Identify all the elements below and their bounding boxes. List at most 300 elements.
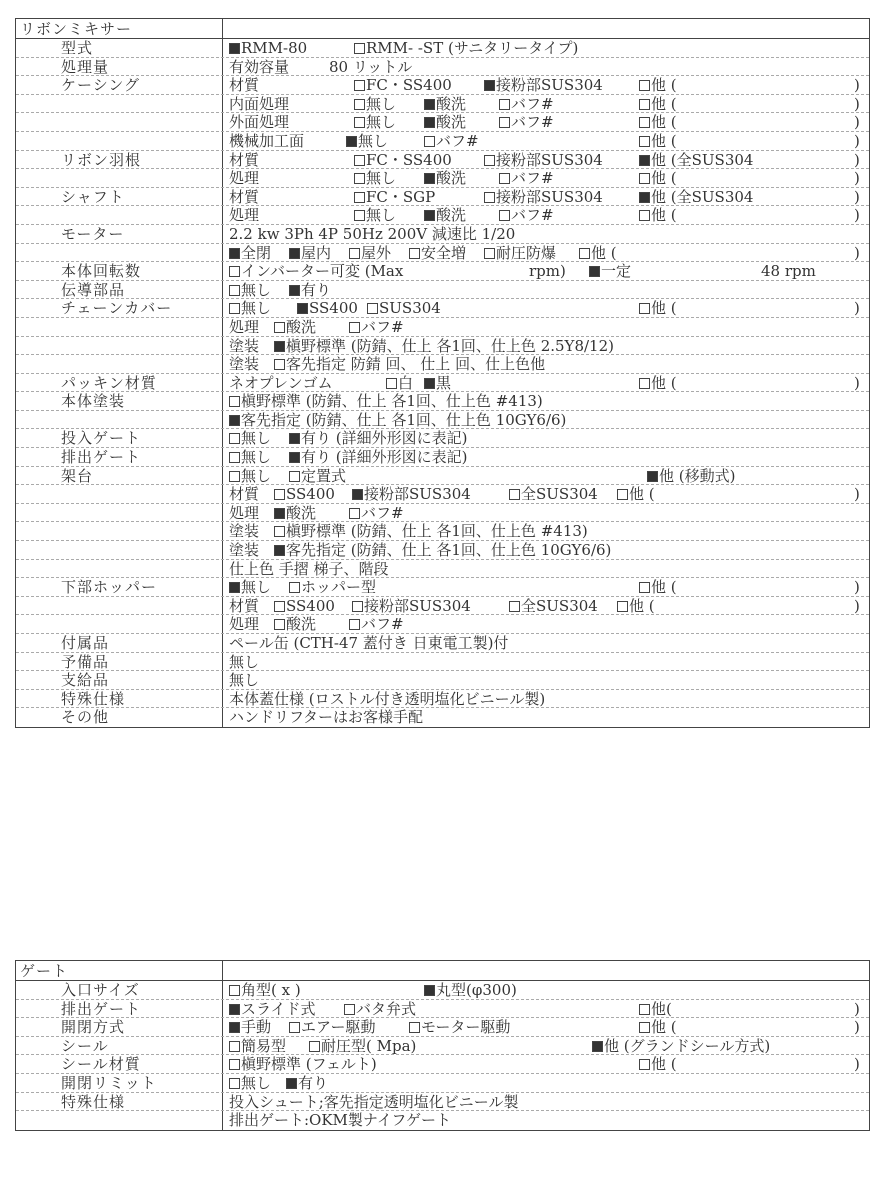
spec-option[interactable] xyxy=(274,615,316,633)
spec-option[interactable] xyxy=(484,76,603,94)
spec-label xyxy=(16,504,223,522)
spec-option xyxy=(854,151,860,169)
spec-option[interactable] xyxy=(639,1055,677,1073)
spec-option xyxy=(229,206,259,224)
spec-row xyxy=(16,653,869,672)
spec-option[interactable] xyxy=(484,244,556,262)
checkbox-unchecked-icon[interactable] xyxy=(354,173,365,184)
spec-option[interactable] xyxy=(579,244,617,262)
spec-value xyxy=(223,76,869,94)
spec-option[interactable] xyxy=(229,392,543,410)
checkbox-checked-icon[interactable] xyxy=(297,303,308,314)
option-text: ) xyxy=(854,485,860,503)
spec-label: 本体塗装 xyxy=(16,392,223,410)
spec-option[interactable] xyxy=(274,522,588,540)
option-text: 定置式 xyxy=(301,466,347,485)
option-text: ) xyxy=(854,187,860,206)
spec-option[interactable] xyxy=(229,578,271,596)
spec-value xyxy=(223,708,869,727)
spec-option[interactable] xyxy=(367,299,441,317)
spec-label xyxy=(16,1111,223,1130)
option-text: 他 (全SUS304 xyxy=(651,187,754,206)
option-text: 無し xyxy=(241,299,272,317)
checkbox-unchecked-icon[interactable] xyxy=(309,1041,320,1052)
spec-row xyxy=(16,1111,869,1130)
spec-option[interactable] xyxy=(354,206,396,224)
checkbox-unchecked-icon[interactable] xyxy=(229,471,240,482)
spec-option[interactable] xyxy=(229,981,301,999)
option-text: FC・SS400 xyxy=(366,150,452,169)
option-text: 処理 xyxy=(229,169,260,187)
option-text: ) xyxy=(854,373,860,392)
spec-label xyxy=(16,318,223,336)
checkbox-unchecked-icon[interactable] xyxy=(229,1059,240,1070)
checkbox-unchecked-icon[interactable] xyxy=(354,117,365,128)
spec-option[interactable] xyxy=(289,467,346,485)
checkbox-unchecked-icon[interactable] xyxy=(484,248,495,259)
spec-option[interactable] xyxy=(274,337,614,355)
checkbox-unchecked-icon[interactable] xyxy=(229,285,240,296)
spec-option[interactable] xyxy=(509,485,598,503)
option-text: 無し xyxy=(358,131,389,150)
spec-value xyxy=(223,39,869,57)
spec-option[interactable] xyxy=(274,597,335,615)
spec-label xyxy=(16,169,223,187)
option-text: ) xyxy=(854,76,860,94)
spec-option[interactable] xyxy=(409,1018,510,1036)
spec-label: シール材質 xyxy=(16,1055,223,1073)
spec-option[interactable] xyxy=(354,188,435,206)
spec-option[interactable] xyxy=(229,262,403,280)
spec-option[interactable] xyxy=(386,374,413,392)
spec-option[interactable] xyxy=(639,1018,677,1036)
spec-row xyxy=(16,981,869,1000)
checkbox-unchecked-icon[interactable] xyxy=(639,136,650,147)
checkbox-unchecked-icon[interactable] xyxy=(409,248,420,259)
spec-option[interactable] xyxy=(286,1074,328,1092)
option-text: 屋外 xyxy=(361,243,392,262)
option-text: 塗装 xyxy=(229,541,260,559)
spec-label: 排出ゲート xyxy=(16,1000,223,1018)
option-text: 全SUS304 xyxy=(521,485,598,503)
option-text: 塗装 xyxy=(229,336,260,355)
spec-option[interactable] xyxy=(229,448,271,466)
spec-option xyxy=(229,541,259,559)
spec-option[interactable] xyxy=(639,169,677,187)
option-text: 安全増 xyxy=(421,243,467,262)
checkbox-unchecked-icon[interactable] xyxy=(617,489,628,500)
spec-label: チェーンカバー xyxy=(16,299,223,317)
checkbox-checked-icon[interactable] xyxy=(424,210,435,221)
spec-row xyxy=(16,1000,869,1019)
spec-option[interactable] xyxy=(484,151,603,169)
spec-option[interactable] xyxy=(354,169,396,187)
spec-row xyxy=(16,522,869,541)
spec-option[interactable] xyxy=(424,169,466,187)
spec-label: シール xyxy=(16,1037,223,1055)
spec-value xyxy=(223,485,869,503)
checkbox-unchecked-icon[interactable] xyxy=(274,601,285,612)
option-text: ) xyxy=(854,999,860,1018)
spec-option[interactable] xyxy=(409,244,466,262)
checkbox-unchecked-icon[interactable] xyxy=(274,322,285,333)
spec-row xyxy=(16,39,869,58)
checkbox-checked-icon[interactable] xyxy=(289,433,300,444)
checkbox-unchecked-icon[interactable] xyxy=(424,136,435,147)
spec-row xyxy=(16,634,869,653)
spec-value xyxy=(223,299,869,317)
option-text: 他 ( xyxy=(629,485,655,503)
checkbox-unchecked-icon[interactable] xyxy=(274,359,285,370)
checkbox-checked-icon[interactable] xyxy=(592,1041,603,1052)
checkbox-unchecked-icon[interactable] xyxy=(354,99,365,110)
option-text: バフ# xyxy=(511,94,554,113)
spec-option[interactable] xyxy=(309,1037,416,1055)
spec-option[interactable] xyxy=(617,485,655,503)
checkbox-unchecked-icon[interactable] xyxy=(349,322,360,333)
spec-option[interactable] xyxy=(349,615,404,633)
checkbox-checked-icon[interactable] xyxy=(647,471,658,482)
spec-row xyxy=(16,132,869,151)
spec-row xyxy=(16,1018,869,1037)
checkbox-unchecked-icon[interactable] xyxy=(409,1022,420,1033)
checkbox-unchecked-icon[interactable] xyxy=(229,433,240,444)
spec-option xyxy=(229,504,259,522)
spec-option[interactable] xyxy=(424,113,466,131)
checkbox-unchecked-icon[interactable] xyxy=(579,248,590,259)
spec-option[interactable] xyxy=(639,374,677,392)
spec-option[interactable] xyxy=(424,374,451,392)
spec-value xyxy=(223,1018,869,1036)
spec-label: シャフト xyxy=(16,188,223,206)
option-text: 80 リットル xyxy=(329,57,413,76)
spec-option[interactable] xyxy=(424,206,466,224)
checkbox-checked-icon[interactable] xyxy=(346,136,357,147)
checkbox-checked-icon[interactable] xyxy=(289,248,300,259)
checkbox-unchecked-icon[interactable] xyxy=(289,1022,300,1033)
checkbox-unchecked-icon[interactable] xyxy=(352,601,363,612)
spec-option[interactable] xyxy=(647,467,735,485)
option-text: 丸型(φ300) xyxy=(436,981,517,999)
spec-option[interactable] xyxy=(229,39,307,57)
option-text: 無し xyxy=(241,448,272,466)
option-text: エアー駆動 xyxy=(301,1018,376,1036)
option-text: ) xyxy=(854,1055,860,1073)
checkbox-unchecked-icon[interactable] xyxy=(289,582,300,593)
spec-option[interactable] xyxy=(229,1000,316,1018)
checkbox-unchecked-icon[interactable] xyxy=(289,471,300,482)
spec-option[interactable] xyxy=(617,597,655,615)
option-text: 無し xyxy=(241,578,272,596)
checkbox-checked-icon[interactable] xyxy=(424,99,435,110)
spec-option[interactable] xyxy=(354,113,396,131)
checkbox-checked-icon[interactable] xyxy=(229,1004,240,1015)
option-text: 他 ( xyxy=(651,578,677,596)
spec-option[interactable] xyxy=(592,1037,770,1055)
option-text: 客先指定 防錆 回、 仕上 回、仕上色他 xyxy=(286,355,546,373)
spec-option[interactable] xyxy=(274,541,611,559)
spec-option xyxy=(854,76,860,94)
checkbox-unchecked-icon[interactable] xyxy=(484,155,495,166)
checkbox-unchecked-icon[interactable] xyxy=(639,210,650,221)
checkbox-unchecked-icon[interactable] xyxy=(229,1041,240,1052)
spec-option[interactable] xyxy=(289,448,467,466)
spec-option[interactable] xyxy=(499,95,554,113)
checkbox-unchecked-icon[interactable] xyxy=(617,601,628,612)
checkbox-unchecked-icon[interactable] xyxy=(367,303,378,314)
option-text: モーター駆動 xyxy=(421,1018,511,1036)
checkbox-checked-icon[interactable] xyxy=(289,452,300,463)
spec-label xyxy=(16,411,223,429)
spec-option[interactable] xyxy=(344,1000,416,1018)
spec-option xyxy=(229,485,259,503)
option-text: 角型( x ) xyxy=(241,981,301,999)
checkbox-checked-icon[interactable] xyxy=(229,582,240,593)
checkbox-unchecked-icon[interactable] xyxy=(229,985,240,996)
spec-label: 入口サイズ xyxy=(16,981,223,999)
checkbox-checked-icon[interactable] xyxy=(352,489,363,500)
spec-row xyxy=(16,58,869,77)
spec-row xyxy=(16,448,869,467)
spec-option[interactable] xyxy=(229,299,271,317)
checkbox-unchecked-icon[interactable] xyxy=(639,1022,650,1033)
spec-option[interactable] xyxy=(289,429,467,447)
spec-label: ケーシング xyxy=(16,76,223,94)
spec-option[interactable] xyxy=(354,95,396,113)
option-text: 処理 xyxy=(229,615,260,633)
spec-option[interactable] xyxy=(639,151,753,169)
spec-option[interactable] xyxy=(297,299,358,317)
checkbox-unchecked-icon[interactable] xyxy=(499,117,510,128)
spec-option[interactable] xyxy=(639,76,677,94)
spec-option xyxy=(854,374,860,392)
spec-option[interactable] xyxy=(229,1055,377,1073)
spec-option[interactable] xyxy=(424,95,466,113)
gate-section-header xyxy=(16,961,869,981)
spec-option[interactable] xyxy=(639,206,677,224)
spec-value xyxy=(223,113,869,131)
spec-option[interactable] xyxy=(352,485,471,503)
checkbox-unchecked-icon[interactable] xyxy=(354,210,365,221)
checkbox-checked-icon[interactable] xyxy=(229,1022,240,1033)
checkbox-checked-icon[interactable] xyxy=(229,43,240,54)
spec-value xyxy=(223,1111,869,1130)
checkbox-unchecked-icon[interactable] xyxy=(509,489,520,500)
spec-option xyxy=(229,188,259,206)
checkbox-unchecked-icon[interactable] xyxy=(274,526,285,537)
checkbox-unchecked-icon[interactable] xyxy=(386,378,397,389)
spec-label xyxy=(16,485,223,503)
spec-label: モーター xyxy=(16,225,223,243)
spec-option[interactable] xyxy=(639,299,677,317)
spec-option[interactable] xyxy=(499,169,554,187)
spec-option[interactable] xyxy=(354,76,452,94)
checkbox-unchecked-icon[interactable] xyxy=(229,303,240,314)
option-text: 有り (詳細外形図に表記) xyxy=(301,448,468,466)
spec-option[interactable] xyxy=(499,206,554,224)
spec-option xyxy=(229,355,259,373)
spec-row xyxy=(16,690,869,709)
spec-option[interactable] xyxy=(346,132,388,150)
checkbox-checked-icon[interactable] xyxy=(229,415,240,426)
checkbox-unchecked-icon[interactable] xyxy=(639,99,650,110)
spec-option[interactable] xyxy=(274,355,545,373)
checkbox-unchecked-icon[interactable] xyxy=(274,489,285,500)
checkbox-checked-icon[interactable] xyxy=(424,985,435,996)
option-text: 内面処理 xyxy=(229,94,290,113)
spec-option xyxy=(229,58,289,76)
checkbox-unchecked-icon[interactable] xyxy=(349,248,360,259)
spec-option[interactable] xyxy=(289,578,376,596)
spec-label xyxy=(16,541,223,559)
spec-option[interactable] xyxy=(639,578,677,596)
checkbox-checked-icon[interactable] xyxy=(639,155,650,166)
option-text: 接粉部SUS304 xyxy=(496,187,603,206)
checkbox-unchecked-icon[interactable] xyxy=(229,396,240,407)
spec-row xyxy=(16,615,869,634)
spec-option[interactable] xyxy=(289,1018,376,1036)
spec-option[interactable] xyxy=(354,151,452,169)
spec-option xyxy=(229,1093,518,1111)
option-text: 耐圧防爆 xyxy=(496,243,557,262)
checkbox-unchecked-icon[interactable] xyxy=(354,80,365,91)
spec-label xyxy=(16,206,223,224)
spec-option[interactable] xyxy=(274,318,316,336)
checkbox-unchecked-icon[interactable] xyxy=(639,582,650,593)
spec-option[interactable] xyxy=(229,281,271,299)
checkbox-checked-icon[interactable] xyxy=(289,285,300,296)
checkbox-unchecked-icon[interactable] xyxy=(499,173,510,184)
spec-option[interactable] xyxy=(229,411,566,429)
spec-label xyxy=(16,560,223,578)
checkbox-checked-icon[interactable] xyxy=(424,117,435,128)
spec-option[interactable] xyxy=(639,113,677,131)
option-text: 他 ( xyxy=(629,596,655,615)
checkbox-unchecked-icon[interactable] xyxy=(509,601,520,612)
checkbox-unchecked-icon[interactable] xyxy=(639,378,650,389)
spec-option xyxy=(229,615,259,633)
spec-option[interactable] xyxy=(639,188,753,206)
spec-option[interactable] xyxy=(274,485,335,503)
checkbox-checked-icon[interactable] xyxy=(229,248,240,259)
spec-option[interactable] xyxy=(229,467,271,485)
spec-option xyxy=(229,522,259,540)
spec-option[interactable] xyxy=(499,113,554,131)
checkbox-unchecked-icon[interactable] xyxy=(639,173,650,184)
spec-option xyxy=(229,169,259,187)
checkbox-checked-icon[interactable] xyxy=(274,341,285,352)
checkbox-unchecked-icon[interactable] xyxy=(229,452,240,463)
spec-option[interactable] xyxy=(424,132,479,150)
option-text: 接粉部SUS304 xyxy=(496,150,603,169)
spec-option[interactable] xyxy=(274,504,316,522)
spec-option[interactable] xyxy=(639,1000,672,1018)
spec-option[interactable] xyxy=(229,244,271,262)
option-text: 全SUS304 xyxy=(521,596,598,615)
checkbox-checked-icon[interactable] xyxy=(424,173,435,184)
spec-value xyxy=(223,597,869,615)
spec-option[interactable] xyxy=(349,244,391,262)
checkbox-unchecked-icon[interactable] xyxy=(349,508,360,519)
spec-option[interactable] xyxy=(589,262,631,280)
spec-label: 排出ゲート xyxy=(16,448,223,466)
spec-row xyxy=(16,95,869,114)
checkbox-checked-icon[interactable] xyxy=(424,378,435,389)
checkbox-unchecked-icon[interactable] xyxy=(639,1004,650,1015)
checkbox-unchecked-icon[interactable] xyxy=(229,266,240,277)
spec-option[interactable] xyxy=(229,1018,271,1036)
option-text: 槇野標準 (防錆、仕上 各1回、仕上色 #413) xyxy=(241,392,543,410)
spec-option xyxy=(229,132,304,150)
checkbox-unchecked-icon[interactable] xyxy=(354,155,365,166)
spec-value xyxy=(223,1000,869,1018)
spec-option[interactable] xyxy=(509,597,598,615)
option-text: ) xyxy=(854,1018,860,1036)
spec-option[interactable] xyxy=(354,39,578,57)
spec-option[interactable] xyxy=(352,597,471,615)
spec-option[interactable] xyxy=(424,981,517,999)
spec-option xyxy=(229,708,423,727)
checkbox-unchecked-icon[interactable] xyxy=(499,99,510,110)
spec-option[interactable] xyxy=(349,318,404,336)
spec-option[interactable] xyxy=(229,1037,286,1055)
checkbox-unchecked-icon[interactable] xyxy=(274,619,285,630)
checkbox-unchecked-icon[interactable] xyxy=(344,1004,355,1015)
option-text: バタ弁式 xyxy=(356,999,417,1018)
checkbox-checked-icon[interactable] xyxy=(589,266,600,277)
checkbox-unchecked-icon[interactable] xyxy=(639,303,650,314)
checkbox-checked-icon[interactable] xyxy=(639,192,650,203)
spec-option[interactable] xyxy=(229,429,271,447)
spec-option[interactable] xyxy=(349,504,404,522)
checkbox-unchecked-icon[interactable] xyxy=(484,192,495,203)
spec-row xyxy=(16,1093,869,1112)
checkbox-unchecked-icon[interactable] xyxy=(639,80,650,91)
spec-option[interactable] xyxy=(289,244,331,262)
spec-option[interactable] xyxy=(289,281,331,299)
spec-value xyxy=(223,522,869,540)
spec-value xyxy=(223,615,869,633)
checkbox-unchecked-icon[interactable] xyxy=(354,43,365,54)
spec-row xyxy=(16,578,869,597)
checkbox-unchecked-icon[interactable] xyxy=(349,619,360,630)
checkbox-checked-icon[interactable] xyxy=(274,545,285,556)
checkbox-unchecked-icon[interactable] xyxy=(639,1059,650,1070)
checkbox-unchecked-icon[interactable] xyxy=(354,192,365,203)
spec-option[interactable] xyxy=(639,132,677,150)
spec-label: その他 xyxy=(16,708,223,727)
option-text: 他 ( xyxy=(651,76,677,94)
checkbox-unchecked-icon[interactable] xyxy=(229,1078,240,1089)
option-text: 簡易型 xyxy=(241,1036,287,1055)
spec-option[interactable] xyxy=(639,95,677,113)
checkbox-checked-icon[interactable] xyxy=(286,1078,297,1089)
checkbox-unchecked-icon[interactable] xyxy=(499,210,510,221)
spec-label: 開閉方式 xyxy=(16,1018,223,1036)
option-text: 他 ( xyxy=(651,1055,677,1073)
option-text: 接粉部SUS304 xyxy=(364,596,471,615)
option-text: 無し xyxy=(366,169,397,187)
checkbox-checked-icon[interactable] xyxy=(274,508,285,519)
option-text: rpm) xyxy=(529,262,566,280)
checkbox-checked-icon[interactable] xyxy=(484,80,495,91)
spec-row xyxy=(16,337,869,356)
option-text: バフ# xyxy=(511,169,554,187)
spec-value xyxy=(223,981,869,999)
checkbox-unchecked-icon[interactable] xyxy=(639,117,650,128)
spec-option[interactable] xyxy=(229,1074,271,1092)
spec-option[interactable] xyxy=(484,188,603,206)
